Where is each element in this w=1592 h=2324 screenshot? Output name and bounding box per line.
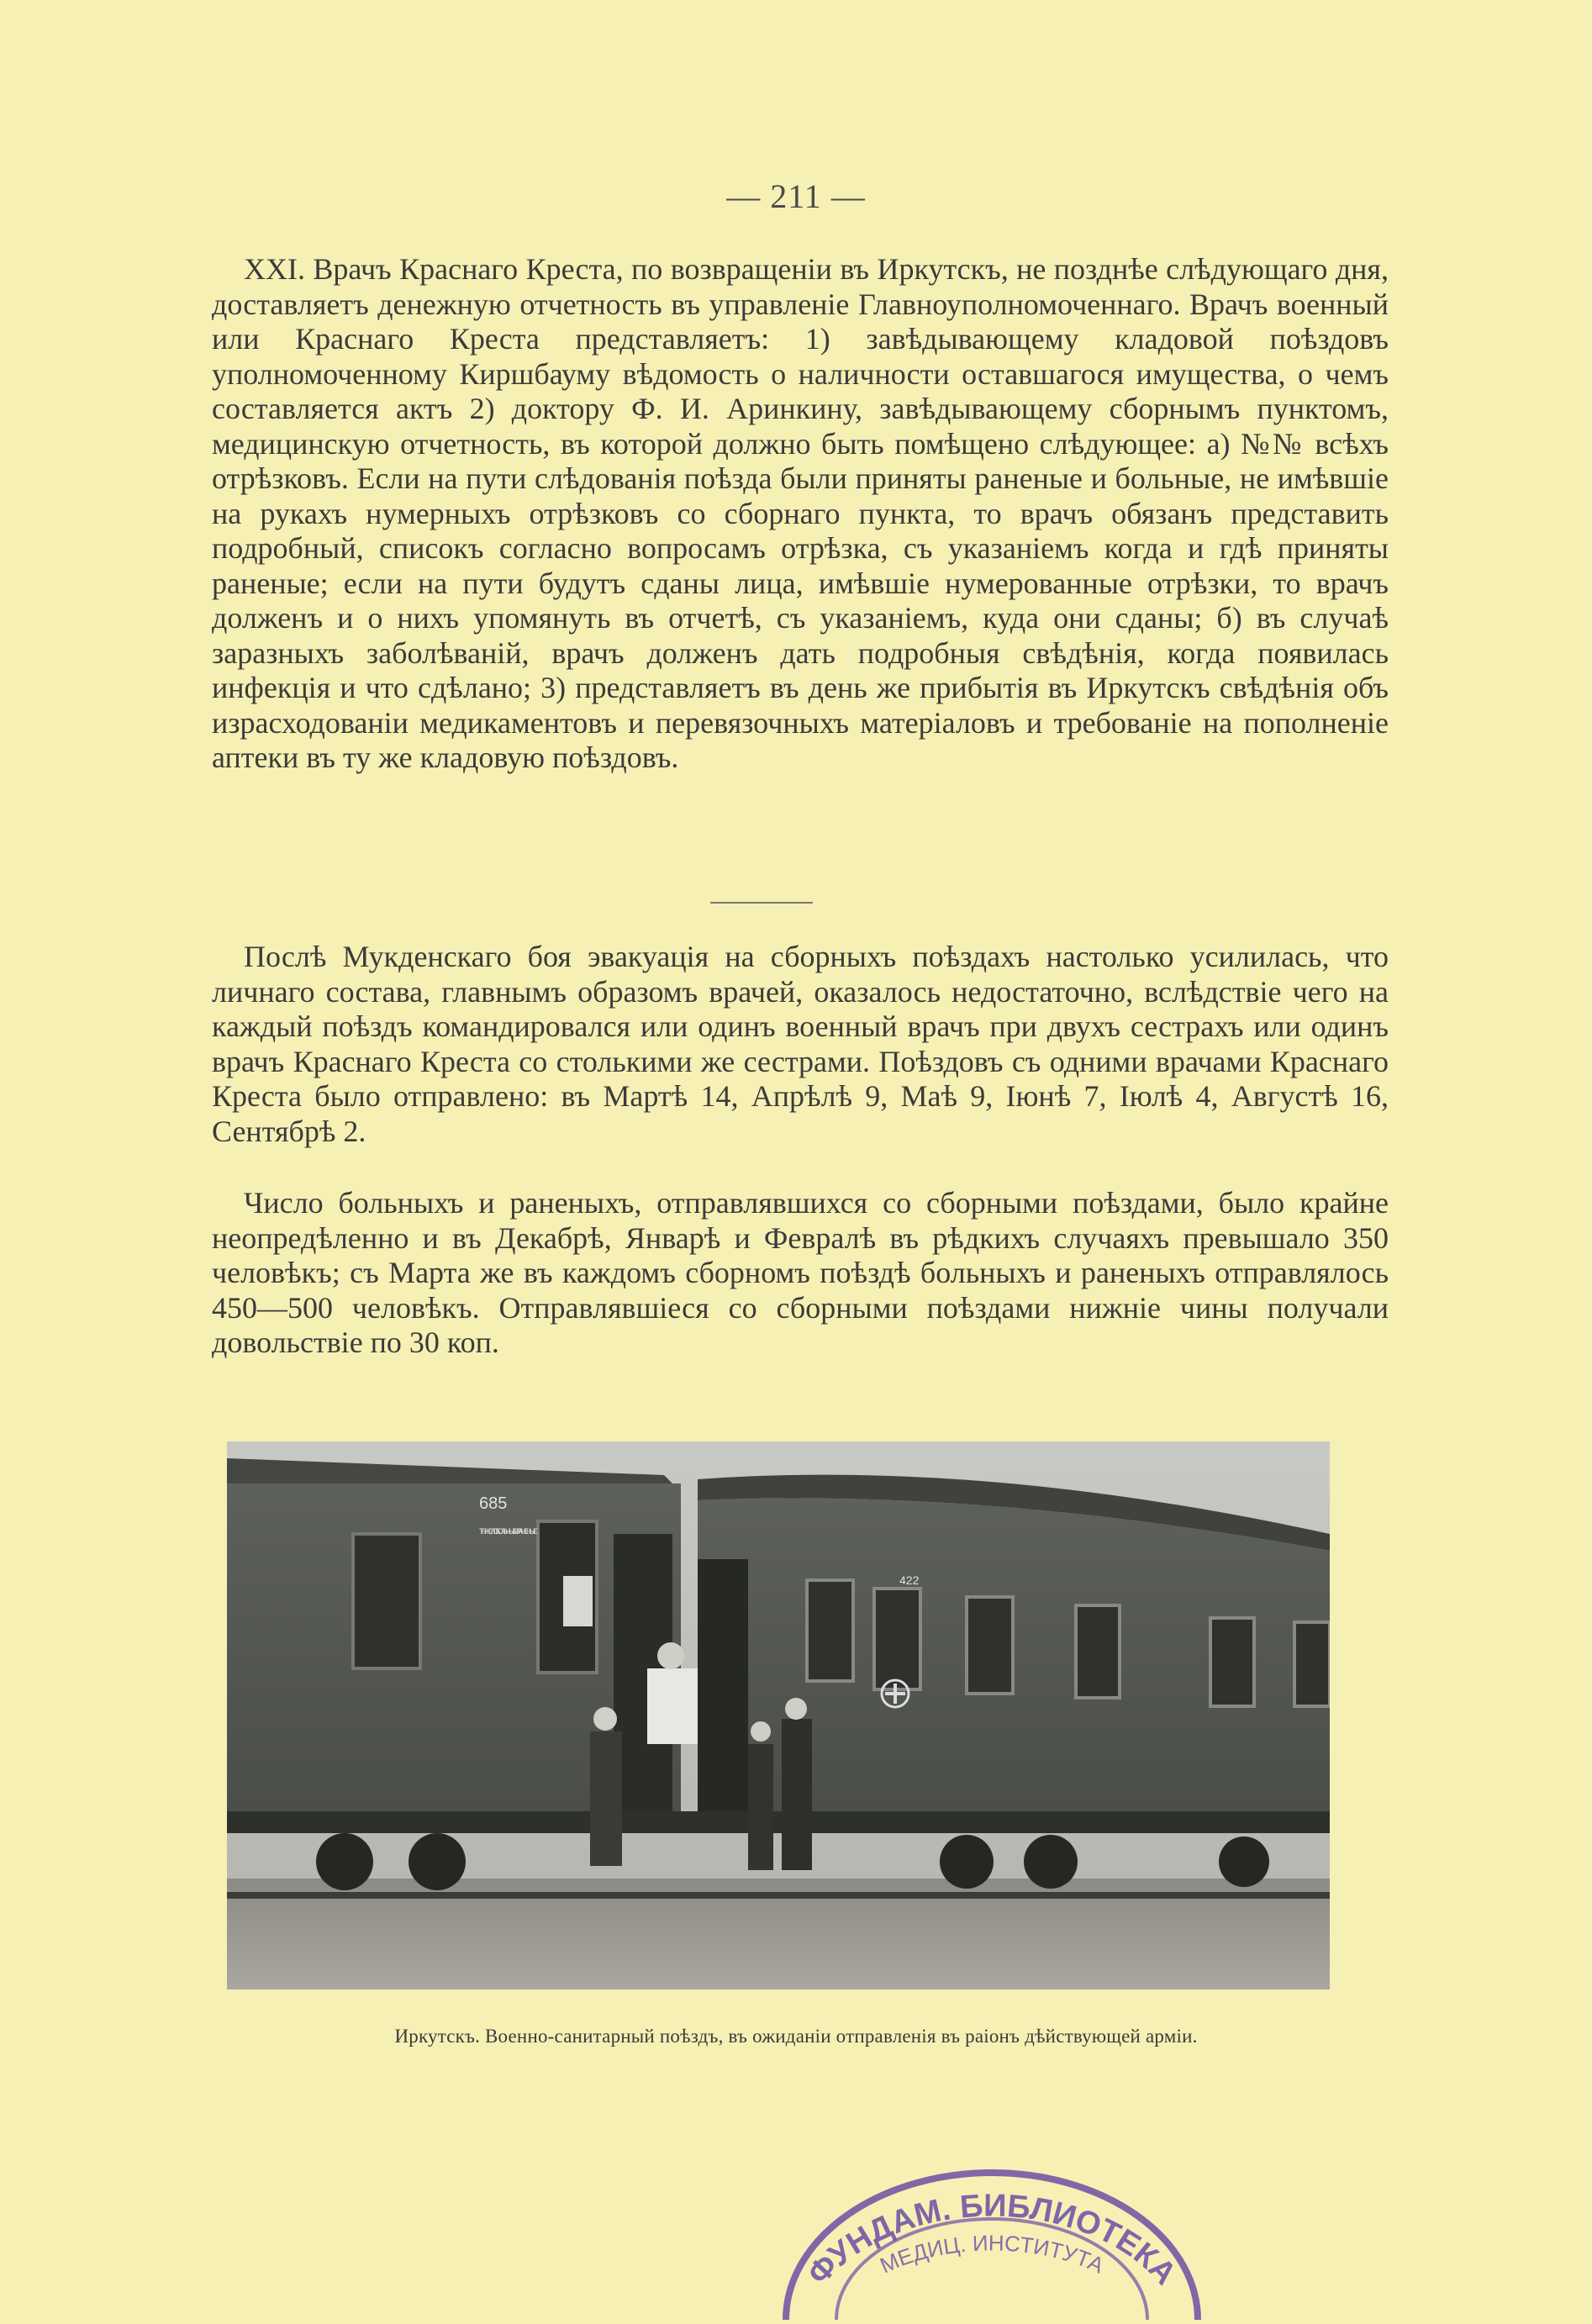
paragraph-patients [212,1186,1389,1361]
paragraph-1-text: XXI. Врачъ Краснаго Креста, по возвращеніи въ Иркутскъ, не позднѣе слѣдующаго дня, доставляетъ денежную отчетность въ управленіе Главноуполномоченнаго. Врачъ военный или Краснаго Креста представляетъ: 1) завѣдывающему кладовой поѣздовъ уполномоченному Киршбауму вѣдомость о наличности оставшагося имущества, о чемъ составляется актъ 2) доктору Ф. И. Аринкину, завѣдывающему сборнымъ пунктомъ, медицинскую отчетность, въ которой должно быть помѣщено слѣдующее: а) №№ всѣхъ отрѣзковъ. Если на пути слѣдованія поѣзда были приняты раненые и больные, не имѣвшіе на рукахъ нумерныхъ отрѣзковъ со сборнаго пункта, то врачъ обязанъ представить подробный, списокъ согласно вопросамъ отрѣзка, съ указаніемъ когда и гдѣ приняты раненые; если на пути будутъ сданы лица, имѣвшіе нумерованные отрѣзки, то врачъ долженъ и о нихъ упомянуть въ отчетѣ, съ указаніемъ, куда они сданы; б) въ случаѣ заразныхъ заболѣваній, врачъ долженъ дать подробныя свѣдѣнія, когда появилась инфекція и что сдѣлано; 3) представляетъ въ день же прибытія въ Иркутскъ свѣдѣнія объ израсходованіи медикаментовъ и перевязочныхъ матеріаловъ и требованіе на пополненіе аптеки въ ту же кладовую поѣздовъ. [212,252,1389,774]
library-stamp [773,2118,1210,2320]
train-illustration [227,1441,1330,1989]
paragraph-2-text: Послѣ Мукденскаго боя эвакуація на сборныхъ поѣздахъ настолько усилилась, что личнаго состава, главнымъ образомъ врачей, оказалось недостаточно, вслѣдствіе чего на каждый поѣздъ командировался или одинъ военный врачъ при двухъ сестрахъ или одинъ врачъ Краснаго Креста со столькими же сестрами. Поѣздовъ съ одними врачами Краснаго Креста было отправлено: въ Мартѣ 14, Апрѣлѣ 9, Маѣ 9, Іюнѣ 7, Іюлѣ 4, Августѣ 16, Сентябрѣ 2. [212,940,1389,1148]
car-number-left: 685 [479,1494,508,1513]
photo-caption: Иркутскъ. Военно-санитарный поѣздъ, въ ожиданіи отправленія въ раіонъ дѣйствующей арміи. [394,2026,1198,2047]
paragraph-instructions [212,252,1389,776]
stamp-text-top: ФУНДАМ. БИБЛИОТЕКА [800,2188,1183,2292]
stamp-text-bottom: МЕДИЦ. ИНСТИТУТА [876,2230,1108,2279]
car-sign-left: ТЯЖЕЛО БОЛЬНЫЕ И РАНЕНЫЕ [479,1527,538,1536]
car-number-right: 422 [899,1573,920,1587]
stamp-illustration [773,2118,1210,2320]
svg-text:МЕДИЦ. ИНСТИТУТА [876,2230,1108,2278]
page-number: — 211 — [726,177,866,215]
paragraph-evacuation [212,940,1389,1149]
paragraph-3-text: Число больныхъ и раненыхъ, отправлявшихся со сборными поѣздами, было крайне неопредѣленно и въ Декабрѣ, Январѣ и Февралѣ въ рѣдкихъ случаяхъ превышало 350 человѣкъ; съ Марта же въ каждомъ сборномъ поѣздѣ больныхъ и раненыхъ отправлялось 450—500 человѣкъ. Отправлявшіеся со сборными поѣздами нижніе чины получали довольствіе по 30 коп. [212,1186,1389,1359]
section-divider [710,902,813,904]
train-photograph [227,1441,1330,1989]
